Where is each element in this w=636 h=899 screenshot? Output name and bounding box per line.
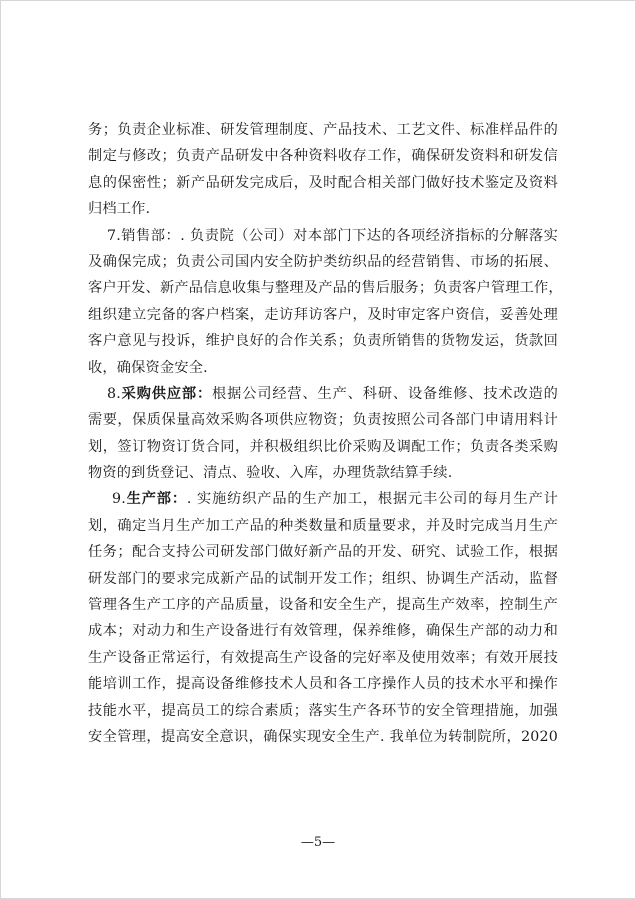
text-line: 收，确保资金安全. (88, 359, 208, 376)
item-number: 8. (107, 385, 121, 402)
text-line (88, 223, 558, 249)
text-line: 需要，保质保量高效采购各项供应物资；负责按照公司各部门申请用料计 (88, 412, 558, 429)
text-line: 安全管理，提高安全意识，确保实现安全生产. 我单位为转制院所，2020 (88, 728, 558, 745)
text-line: 客户意见与投诉，维护良好的合作关系；负责所销售的货物发运，货款回 (88, 333, 558, 350)
section-heading: 销售部 (120, 227, 166, 244)
text-line: 及确保完成；负责公司国内安全防护类纺织品的经营销售、市场的拓展、 (88, 253, 558, 270)
paragraph-production (88, 486, 558, 750)
page-number: —5— (300, 835, 336, 850)
text-line: 生产设备正常运行，有效提高生产设备的完好率及使用效率；有效开展技 (88, 649, 558, 666)
text-line: 任务；配合支持公司研发部门做好新产品的开发、研究、试验工作，根据 (88, 544, 558, 561)
text-line: 成本；对动力和生产设备进行有效管理，保养维修，确保生产部的动力和 (88, 623, 558, 640)
item-number: 7. (107, 227, 121, 244)
item-number: 9. (112, 491, 126, 508)
text-run: ：. 负责院（公司）对本部门下达的各项经济指标的分解落实 (165, 227, 559, 244)
text-line: 管理各生产工序的产品质量，设备和安全生产，提高生产效率，控制生产 (88, 597, 558, 614)
text-line: 划，确定当月生产加工产品的种类数量和质量要求，并及时完成当月生产 (88, 517, 558, 534)
section-heading: 生产部： (125, 491, 187, 508)
text-line: 务；负责企业标准、研发管理制度、产品技术、工艺文件、标准样品件的 (88, 122, 558, 138)
text-line: 研发部门的要求完成新产品的试制开发工作；组织、协调生产活动，监督 (88, 570, 558, 587)
text-line: 息的保密性；新产品研发完成后，及时配合相关部门做好技术鉴定及资料 (88, 174, 558, 191)
text-line (88, 381, 558, 407)
text-line (88, 486, 558, 512)
text-line: 物资的到货登记、清点、验收、入库，办理货款结算手续. (88, 465, 453, 482)
text-line: 技能水平，提高员工的综合素质；落实生产各环节的安全管理措施，加强 (88, 702, 558, 719)
document-body (88, 117, 563, 750)
text-line: 制定与修改；负责产品研发中各种资料收存工作，确保研发资料和研发信 (88, 148, 558, 165)
text-line: 划，签订物资订货合同，并积极组织比价采购及调配工作；负责各类采购 (88, 438, 558, 455)
text-line: 能培训工作，提高设备维修技术人员和各工序操作人员的技术水平和操作 (88, 676, 558, 693)
text-run: 根据公司经营、生产、科研、设备维修、技术改造的 (212, 385, 558, 402)
text-line: 客户开发、新产品信息收集与整理及产品的售后服务；负责客户管理工作， (88, 280, 563, 297)
section-heading: 采购供应部： (120, 385, 213, 402)
text-line: 归档工作. (88, 201, 151, 218)
paragraph-sales (88, 223, 563, 381)
text-line: 组织建立完备的客户档案，走访拜访客户，及时审定客户资信，妥善处理 (88, 306, 558, 323)
paragraph-research (88, 117, 558, 223)
paragraph-procurement (88, 381, 558, 487)
text-run: . 实施纺织产品的生产加工，根据元丰公司的每月生产计 (186, 491, 558, 508)
